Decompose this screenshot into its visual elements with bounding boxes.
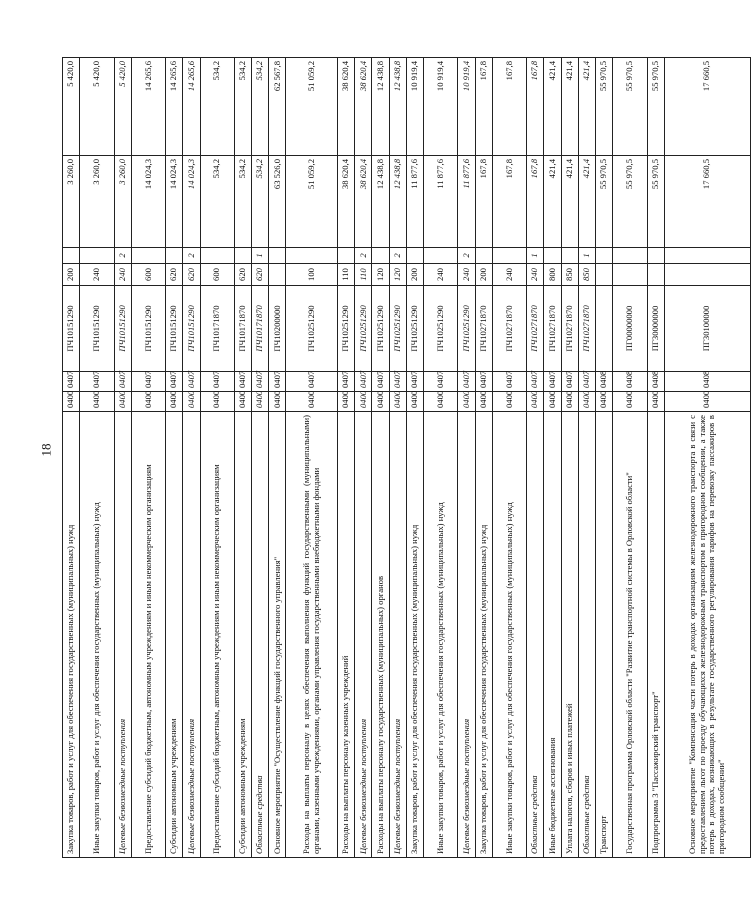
amount-year-2-cell: 38 620,4 bbox=[338, 58, 355, 156]
expense-type-cell: 600 bbox=[200, 264, 234, 286]
amount-year-1-cell: 55 970,5 bbox=[595, 156, 612, 248]
subsection-code-cell: 0407 bbox=[269, 372, 286, 392]
expense-type-cell: 620 bbox=[234, 264, 251, 286]
amount-year-1-cell: 167,8 bbox=[492, 156, 526, 248]
table-row bbox=[80, 58, 114, 858]
row-name-cell: Целевые безвозмездные поступления bbox=[458, 412, 475, 858]
table-row bbox=[595, 58, 612, 858]
row-name-cell: Иные закупки товаров, работ и услуг для обеспечения государственных (муниципальных) нужд bbox=[424, 412, 458, 858]
expense-type-cell: 240 bbox=[114, 264, 131, 286]
amount-year-2-cell: 10 919,4 bbox=[424, 58, 458, 156]
expense-type-cell: 850 bbox=[578, 264, 595, 286]
section-code-cell: 0400 bbox=[166, 392, 183, 412]
amount-year-1-cell: 534,2 bbox=[252, 156, 269, 248]
amount-year-1-cell: 167,8 bbox=[475, 156, 492, 248]
amount-year-1-cell: 12 438,8 bbox=[389, 156, 406, 248]
section-code-cell: 0400 bbox=[131, 392, 165, 412]
table-row bbox=[252, 58, 269, 858]
section-code-cell: 0400 bbox=[664, 392, 750, 412]
subsection-code-cell: 0407 bbox=[458, 372, 475, 392]
funding-source-cell: 2 bbox=[183, 248, 200, 264]
expense-type-cell: 240 bbox=[492, 264, 526, 286]
target-article-cell: ПЧ10251290 bbox=[458, 286, 475, 372]
funding-source-cell bbox=[424, 248, 458, 264]
subsection-code-cell: 0408 bbox=[647, 372, 664, 392]
target-article-cell bbox=[595, 286, 612, 372]
table-row bbox=[166, 58, 183, 858]
expense-type-cell: 800 bbox=[544, 264, 561, 286]
amount-year-1-cell: 421,4 bbox=[561, 156, 578, 248]
target-article-cell: ПЧ10171870 bbox=[200, 286, 234, 372]
row-name-cell: Иные закупки товаров, работ и услуг для обеспечения государственных (муниципальных) нужд bbox=[492, 412, 526, 858]
funding-source-cell bbox=[664, 248, 750, 264]
funding-source-cell: 2 bbox=[458, 248, 475, 264]
subsection-code-cell: 0407 bbox=[338, 372, 355, 392]
amount-year-2-cell: 10 919,4 bbox=[458, 58, 475, 156]
subsection-code-cell: 0407 bbox=[527, 372, 544, 392]
amount-year-2-cell: 421,4 bbox=[578, 58, 595, 156]
amount-year-1-cell: 55 970,5 bbox=[613, 156, 647, 248]
section-code-cell: 0400 bbox=[372, 392, 389, 412]
amount-year-2-cell: 421,4 bbox=[544, 58, 561, 156]
section-code-cell: 0400 bbox=[183, 392, 200, 412]
funding-source-cell bbox=[80, 248, 114, 264]
section-code-cell: 0400 bbox=[578, 392, 595, 412]
table-row bbox=[269, 58, 286, 858]
table-row bbox=[492, 58, 526, 858]
target-article-cell: ПЧ10151290 bbox=[114, 286, 131, 372]
funding-source-cell bbox=[647, 248, 664, 264]
expense-type-cell bbox=[595, 264, 612, 286]
funding-source-cell: 1 bbox=[252, 248, 269, 264]
subsection-code-cell: 0407 bbox=[114, 372, 131, 392]
amount-year-1-cell: 534,2 bbox=[234, 156, 251, 248]
expense-type-cell: 240 bbox=[424, 264, 458, 286]
row-name-cell: Целевые безвозмездные поступления bbox=[389, 412, 406, 858]
amount-year-1-cell: 3 260,0 bbox=[114, 156, 131, 248]
row-name-cell: Областные средства bbox=[252, 412, 269, 858]
target-article-cell: ПЧ10271870 bbox=[527, 286, 544, 372]
row-name-cell: Транспорт bbox=[595, 412, 612, 858]
expense-type-cell: 240 bbox=[527, 264, 544, 286]
target-article-cell: ПЧ10151290 bbox=[183, 286, 200, 372]
amount-year-1-cell: 38 620,4 bbox=[355, 156, 372, 248]
section-code-cell: 0400 bbox=[647, 392, 664, 412]
amount-year-2-cell: 17 660,5 bbox=[664, 58, 750, 156]
funding-source-cell: 2 bbox=[389, 248, 406, 264]
row-name-cell: Целевые безвозмездные поступления bbox=[355, 412, 372, 858]
row-name-cell: Предоставление субсидий бюджетным, автономным учреждениям и иным некоммерческим организациям bbox=[131, 412, 165, 858]
row-name-cell: Расходы на выплаты персоналу государственных (муниципальных) органов bbox=[372, 412, 389, 858]
amount-year-1-cell: 3 260,0 bbox=[63, 156, 80, 248]
table-row bbox=[234, 58, 251, 858]
funding-source-cell bbox=[595, 248, 612, 264]
subsection-code-cell: 0408 bbox=[613, 372, 647, 392]
expense-type-cell: 110 bbox=[355, 264, 372, 286]
amount-year-2-cell: 62 567,8 bbox=[269, 58, 286, 156]
row-name-cell: Иные закупки товаров, работ и услуг для обеспечения государственных (муниципальных) нужд bbox=[80, 412, 114, 858]
target-article-cell: ПЧ10251290 bbox=[355, 286, 372, 372]
expense-type-cell: 200 bbox=[406, 264, 423, 286]
expense-type-cell: 100 bbox=[286, 264, 338, 286]
page-number: 18 bbox=[38, 443, 54, 457]
funding-source-cell bbox=[131, 248, 165, 264]
section-code-cell: 0400 bbox=[200, 392, 234, 412]
funding-source-cell bbox=[613, 248, 647, 264]
table-row bbox=[200, 58, 234, 858]
table-row bbox=[664, 58, 750, 858]
subsection-code-cell: 0407 bbox=[183, 372, 200, 392]
table-row bbox=[475, 58, 492, 858]
table-row bbox=[561, 58, 578, 858]
row-name-cell: Основное мероприятие "Компенсация части потерь в доходах организациям железнодорожного транспорта в связи с предоставлением льгот по проезду обучающихся железнодорожным транспортом в пригородном сообщении, а также потерь в доходах, возникающих в результате государственного регулирования тарифов на перевозку пассажиров в пригородном сообщении" bbox=[664, 412, 750, 858]
amount-year-2-cell: 167,8 bbox=[492, 58, 526, 156]
amount-year-1-cell: 38 620,4 bbox=[338, 156, 355, 248]
funding-source-cell bbox=[200, 248, 234, 264]
row-name-cell: Субсидии автономным учреждениям bbox=[166, 412, 183, 858]
subsection-code-cell: 0407 bbox=[166, 372, 183, 392]
section-code-cell: 0400 bbox=[355, 392, 372, 412]
section-code-cell: 0400 bbox=[527, 392, 544, 412]
target-article-cell: ПГ30100000 bbox=[664, 286, 750, 372]
amount-year-1-cell: 14 024,3 bbox=[183, 156, 200, 248]
amount-year-1-cell: 421,4 bbox=[544, 156, 561, 248]
subsection-code-cell: 0407 bbox=[424, 372, 458, 392]
funding-source-cell bbox=[234, 248, 251, 264]
section-code-cell: 0400 bbox=[63, 392, 80, 412]
target-article-cell: ПЧ10251290 bbox=[286, 286, 338, 372]
target-article-cell: ПЧ10251290 bbox=[389, 286, 406, 372]
row-name-cell: Государственная программа Орловской области "Развитие транспортной системы в Орловской области" bbox=[613, 412, 647, 858]
section-code-cell: 0400 bbox=[114, 392, 131, 412]
row-name-cell: Закупка товаров, работ и услуг для обеспечения государственных (муниципальных) нужд bbox=[406, 412, 423, 858]
budget-table-sheet bbox=[62, 58, 726, 858]
target-article-cell: ПЧ10151290 bbox=[80, 286, 114, 372]
amount-year-2-cell: 534,2 bbox=[234, 58, 251, 156]
target-article-cell: ПЧ10271870 bbox=[578, 286, 595, 372]
amount-year-2-cell: 421,4 bbox=[561, 58, 578, 156]
amount-year-2-cell: 14 265,6 bbox=[131, 58, 165, 156]
target-article-cell: ПГ30000000 bbox=[647, 286, 664, 372]
table-row bbox=[613, 58, 647, 858]
expense-type-cell: 850 bbox=[561, 264, 578, 286]
row-name-cell: Областные средства bbox=[527, 412, 544, 858]
target-article-cell: ПЧ10271870 bbox=[544, 286, 561, 372]
row-name-cell: Расходы на выплаты персоналу казенных учреждений bbox=[338, 412, 355, 858]
target-article-cell: ПЧ10251290 bbox=[406, 286, 423, 372]
section-code-cell: 0400 bbox=[595, 392, 612, 412]
amount-year-2-cell: 14 265,6 bbox=[183, 58, 200, 156]
subsection-code-cell: 0407 bbox=[475, 372, 492, 392]
section-code-cell: 0400 bbox=[389, 392, 406, 412]
section-code-cell: 0400 bbox=[544, 392, 561, 412]
amount-year-2-cell: 12 438,8 bbox=[389, 58, 406, 156]
target-article-cell: ПЧ10271870 bbox=[475, 286, 492, 372]
section-code-cell: 0400 bbox=[252, 392, 269, 412]
amount-year-2-cell: 55 970,5 bbox=[613, 58, 647, 156]
amount-year-2-cell: 534,2 bbox=[252, 58, 269, 156]
row-name-cell: Областные средства bbox=[578, 412, 595, 858]
section-code-cell: 0400 bbox=[458, 392, 475, 412]
subsection-code-cell: 0408 bbox=[595, 372, 612, 392]
row-name-cell: Уплата налогов, сборов и иных платежей bbox=[561, 412, 578, 858]
expense-type-cell: 620 bbox=[252, 264, 269, 286]
table-row bbox=[183, 58, 200, 858]
funding-source-cell bbox=[269, 248, 286, 264]
amount-year-1-cell: 17 660,5 bbox=[664, 156, 750, 248]
expense-type-cell: 620 bbox=[166, 264, 183, 286]
target-article-cell: ПЧ10271870 bbox=[561, 286, 578, 372]
row-name-cell: Закупка товаров, работ и услуг для обеспечения государственных (муниципальных) нужд bbox=[63, 412, 80, 858]
target-article-cell: ПЧ10251290 bbox=[424, 286, 458, 372]
target-article-cell: ПЧ10151290 bbox=[63, 286, 80, 372]
subsection-code-cell: 0407 bbox=[406, 372, 423, 392]
table-row bbox=[458, 58, 475, 858]
amount-year-2-cell: 51 059,2 bbox=[286, 58, 338, 156]
funding-source-cell bbox=[492, 248, 526, 264]
funding-source-cell bbox=[166, 248, 183, 264]
expense-type-cell: 120 bbox=[389, 264, 406, 286]
amount-year-1-cell: 11 877,6 bbox=[458, 156, 475, 248]
section-code-cell: 0400 bbox=[613, 392, 647, 412]
section-code-cell: 0400 bbox=[269, 392, 286, 412]
amount-year-2-cell: 55 970,5 bbox=[595, 58, 612, 156]
amount-year-1-cell: 14 024,3 bbox=[131, 156, 165, 248]
subsection-code-cell: 0407 bbox=[286, 372, 338, 392]
expense-type-cell: 620 bbox=[183, 264, 200, 286]
row-name-cell: Целевые безвозмездные поступления bbox=[114, 412, 131, 858]
subsection-code-cell: 0407 bbox=[578, 372, 595, 392]
table-row bbox=[131, 58, 165, 858]
budget-table bbox=[62, 57, 751, 858]
row-name-cell: Закупка товаров, работ и услуг для обеспечения государственных (муниципальных) нужд bbox=[475, 412, 492, 858]
funding-source-cell: 2 bbox=[355, 248, 372, 264]
funding-source-cell bbox=[406, 248, 423, 264]
target-article-cell: ПЧ10251290 bbox=[338, 286, 355, 372]
funding-source-cell bbox=[372, 248, 389, 264]
row-name-cell: Подпрограмма 3 "Пассажирский транспорт" bbox=[647, 412, 664, 858]
section-code-cell: 0400 bbox=[492, 392, 526, 412]
amount-year-2-cell: 55 970,5 bbox=[647, 58, 664, 156]
section-code-cell: 0400 bbox=[338, 392, 355, 412]
funding-source-cell: 1 bbox=[578, 248, 595, 264]
target-article-cell: ПЧ10171870 bbox=[234, 286, 251, 372]
expense-type-cell: 240 bbox=[80, 264, 114, 286]
subsection-code-cell: 0407 bbox=[252, 372, 269, 392]
expense-type-cell: 200 bbox=[63, 264, 80, 286]
amount-year-2-cell: 534,2 bbox=[200, 58, 234, 156]
subsection-code-cell: 0407 bbox=[389, 372, 406, 392]
target-article-cell: ПЧ10251290 bbox=[372, 286, 389, 372]
expense-type-cell: 200 bbox=[475, 264, 492, 286]
expense-type-cell bbox=[269, 264, 286, 286]
subsection-code-cell: 0407 bbox=[63, 372, 80, 392]
table-row bbox=[286, 58, 338, 858]
amount-year-2-cell: 10 919,4 bbox=[406, 58, 423, 156]
funding-source-cell bbox=[286, 248, 338, 264]
table-row bbox=[63, 58, 80, 858]
funding-source-cell bbox=[63, 248, 80, 264]
funding-source-cell: 2 bbox=[114, 248, 131, 264]
amount-year-1-cell: 421,4 bbox=[578, 156, 595, 248]
subsection-code-cell: 0407 bbox=[80, 372, 114, 392]
section-code-cell: 0400 bbox=[561, 392, 578, 412]
table-row bbox=[114, 58, 131, 858]
amount-year-1-cell: 14 024,3 bbox=[166, 156, 183, 248]
row-name-cell: Предоставление субсидий бюджетным, автономным учреждениям и иным некоммерческим организациям bbox=[200, 412, 234, 858]
amount-year-1-cell: 51 059,2 bbox=[286, 156, 338, 248]
table-row bbox=[389, 58, 406, 858]
table-row bbox=[578, 58, 595, 858]
expense-type-cell bbox=[647, 264, 664, 286]
section-code-cell: 0400 bbox=[234, 392, 251, 412]
funding-source-cell bbox=[544, 248, 561, 264]
expense-type-cell: 120 bbox=[372, 264, 389, 286]
amount-year-2-cell: 5 420,0 bbox=[80, 58, 114, 156]
subsection-code-cell: 0407 bbox=[200, 372, 234, 392]
subsection-code-cell: 0407 bbox=[131, 372, 165, 392]
row-name-cell: Расходы на выплаты персоналу в целях обеспечения выполнения функций государственными (муниципальными) органами, казенными учреждениями, органами управления государственными внебюджетными фондами bbox=[286, 412, 338, 858]
table-row bbox=[406, 58, 423, 858]
amount-year-1-cell: 11 877,6 bbox=[406, 156, 423, 248]
section-code-cell: 0400 bbox=[424, 392, 458, 412]
funding-source-cell: 1 bbox=[527, 248, 544, 264]
expense-type-cell: 110 bbox=[338, 264, 355, 286]
amount-year-2-cell: 167,8 bbox=[527, 58, 544, 156]
amount-year-1-cell: 12 438,8 bbox=[372, 156, 389, 248]
amount-year-2-cell: 5 420,0 bbox=[114, 58, 131, 156]
table-row bbox=[338, 58, 355, 858]
subsection-code-cell: 0407 bbox=[372, 372, 389, 392]
target-article-cell: ПЧ10271870 bbox=[492, 286, 526, 372]
expense-type-cell: 600 bbox=[131, 264, 165, 286]
table-row bbox=[544, 58, 561, 858]
row-name-cell: Иные бюджетные ассигнования bbox=[544, 412, 561, 858]
funding-source-cell bbox=[561, 248, 578, 264]
table-row bbox=[372, 58, 389, 858]
table-row bbox=[527, 58, 544, 858]
amount-year-1-cell: 167,8 bbox=[527, 156, 544, 248]
table-row bbox=[424, 58, 458, 858]
budget-table-body bbox=[63, 58, 751, 858]
subsection-code-cell: 0407 bbox=[234, 372, 251, 392]
amount-year-1-cell: 534,2 bbox=[200, 156, 234, 248]
amount-year-2-cell: 14 265,6 bbox=[166, 58, 183, 156]
amount-year-2-cell: 12 438,8 bbox=[372, 58, 389, 156]
subsection-code-cell: 0407 bbox=[561, 372, 578, 392]
funding-source-cell bbox=[475, 248, 492, 264]
row-name-cell: Целевые безвозмездные поступления bbox=[183, 412, 200, 858]
section-code-cell: 0400 bbox=[406, 392, 423, 412]
amount-year-1-cell: 11 877,6 bbox=[424, 156, 458, 248]
section-code-cell: 0400 bbox=[286, 392, 338, 412]
subsection-code-cell: 0408 bbox=[664, 372, 750, 392]
amount-year-1-cell: 63 526,0 bbox=[269, 156, 286, 248]
amount-year-1-cell: 55 970,5 bbox=[647, 156, 664, 248]
row-name-cell: Субсидии автономным учреждениям bbox=[234, 412, 251, 858]
expense-type-cell bbox=[613, 264, 647, 286]
funding-source-cell bbox=[338, 248, 355, 264]
subsection-code-cell: 0407 bbox=[355, 372, 372, 392]
section-code-cell: 0400 bbox=[80, 392, 114, 412]
target-article-cell: ПЧ10171870 bbox=[252, 286, 269, 372]
expense-type-cell bbox=[664, 264, 750, 286]
row-name-cell: Основное мероприятие "Осуществление функций государственного управления" bbox=[269, 412, 286, 858]
target-article-cell: ПЧ10151290 bbox=[166, 286, 183, 372]
amount-year-1-cell: 3 260,0 bbox=[80, 156, 114, 248]
amount-year-2-cell: 38 620,4 bbox=[355, 58, 372, 156]
table-row bbox=[647, 58, 664, 858]
amount-year-2-cell: 167,8 bbox=[475, 58, 492, 156]
target-article-cell: ПГ00000000 bbox=[613, 286, 647, 372]
target-article-cell: ПЧ10200000 bbox=[269, 286, 286, 372]
section-code-cell: 0400 bbox=[475, 392, 492, 412]
target-article-cell: ПЧ10151290 bbox=[131, 286, 165, 372]
expense-type-cell: 240 bbox=[458, 264, 475, 286]
subsection-code-cell: 0407 bbox=[544, 372, 561, 392]
subsection-code-cell: 0407 bbox=[492, 372, 526, 392]
table-row bbox=[355, 58, 372, 858]
amount-year-2-cell: 5 420,0 bbox=[63, 58, 80, 156]
